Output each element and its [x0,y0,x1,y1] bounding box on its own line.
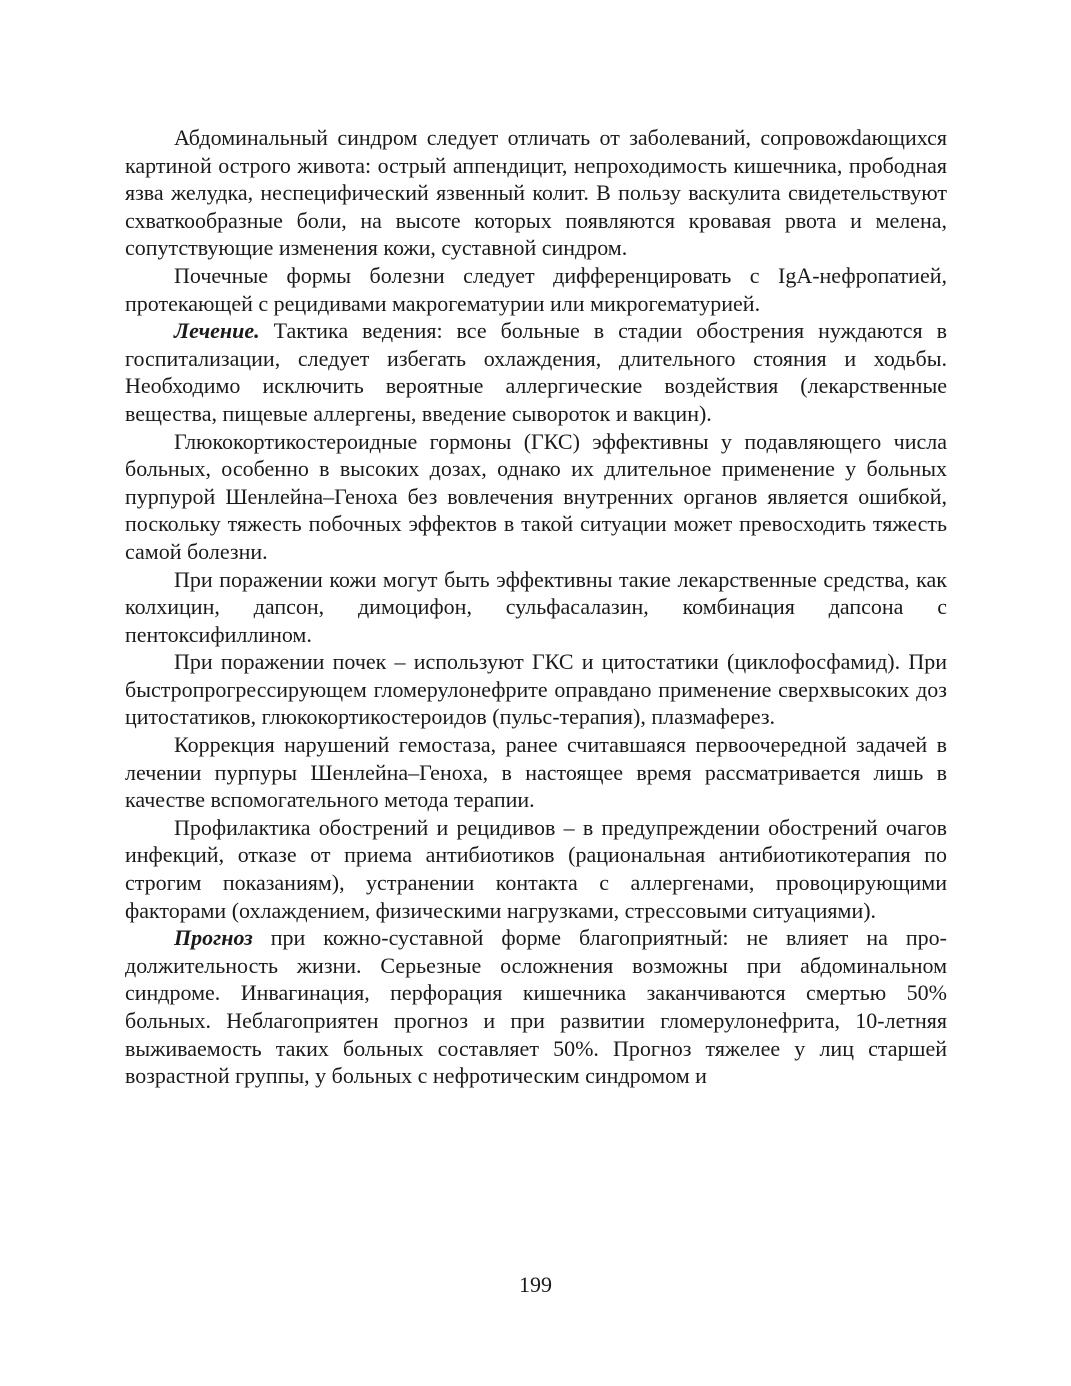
paragraph-text: Почечные формы болезни следует дифференцировать с IgA-нефропатией, протекающей с рецидивами макрогематурии или микрогематурией. [125,262,947,316]
paragraph-hemostasis [125,731,947,814]
paragraph-prevention [125,814,947,924]
paragraph-text: Тактика ведения: все больные в стадии обострения нуждаются в госпитализации, следует избегать охлаждения, длительного стояния и ходьбы. Необходимо исключить вероятные аллергические воздействия (лекарственные вещества, пищевые аллергены, введение сывороток и вакцин). [125,318,947,426]
paragraph-skin-lesions [125,566,947,649]
page-number: 199 [519,1272,552,1297]
paragraph-kidney-lesions [125,648,947,731]
paragraph-text: Профилактика обострений и рецидивов – в предупреждении обострений очагов инфекций, отказе от приема антибиотиков (рациональная антибиотикотерапия по строгим показаниям), устранении контакта с аллергенами, провоцирующими факторами (охлаждением, физическими нагрузками, стрессовыми ситуациями). [125,814,947,923]
paragraph-glucocorticoids [125,428,947,566]
paragraph-prognosis [125,924,947,1090]
paragraph-lead-term: Прогноз [174,925,253,951]
paragraph-text: Абдоминальный синдром следует отличать от заболеваний, сопровожdающихся картиной острого живота: острый аппендицит, непроходимость кишечника, прободная язва желудка, неспецифический язвенный колит. В пользу васкулита свидетельствуют схваткообразные боли, на высоте которых появляются кровавая рвота и мелена, сопутствующие изменения кожи, суставной синдром. [125,125,947,261]
page-body [125,124,947,1090]
paragraph-text: Коррекция нарушений гемостаза, ранее считавшаяся первоочередной задачей в лечении пурпуры Шенлейна–Геноха, в настоящее время рассматривается лишь в качестве вспомогательного метода терапии. [125,732,947,813]
paragraph-renal-forms [125,262,947,317]
paragraph-text: При поражении кожи могут быть эффективны такие лекарственные средства, как колхицин, дапсон, димоцифон, сульфасалазин, комбинация дапсона с пентоксифиллином. [125,566,947,647]
paragraph-text: при кожно-суставной форме благоприятный: не влияет на продолжительность жизни. Серьезные осложнения возможны при абдоминальном синдроме. Инвагинация, перфорация кишечника заканчиваются смертью 50% больных. Неблагоприятен прогноз и при развитии гломерулонефрита, 10-летняя выживаемость таких больных составляет 50%. Прогноз тяжелее у лиц старшей возрастной группы, у больных с нефротическим синдромом и [125,925,947,1089]
paragraph-lead-term: Лечение. [174,318,260,344]
paragraph-abdominal-syndrome [125,124,947,262]
paragraph-text: При поражении почек – используют ГКС и цитостатики (циклофосфамид). При быстропрогрессирующем гломерулонефрите оправдано применение сверхвысоких доз цитостатиков, глюкокортикостероидов (пульс-терапия), плазмаферез. [125,649,947,730]
paragraph-treatment [125,317,947,427]
paragraph-text: Глюкокортикостероидные гормоны (ГКС) эффективны у подавляющего числа больных, особенно в высоких дозах, однако их длительное применение у больных пурпурой Шенлейна–Геноха без вовлечения внутренних органов является ошибкой, поскольку тяжесть побочных эффектов в такой ситуации может превосходить тяжесть самой болезни. [125,428,947,564]
